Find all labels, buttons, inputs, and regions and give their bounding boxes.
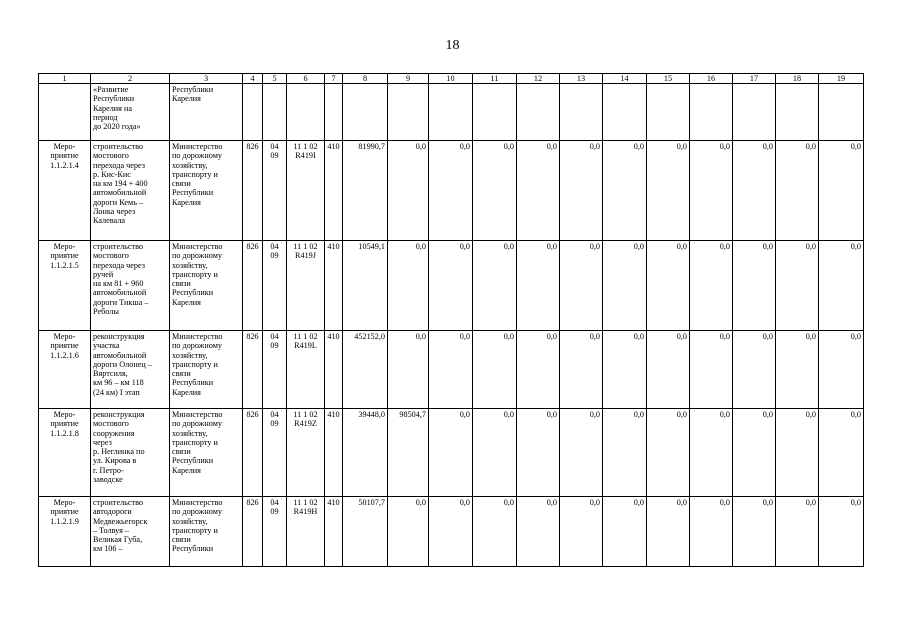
- measure-code-cell: Меро- приятие 1.1.2.1.4: [39, 141, 91, 241]
- measure-code-cell: Меро- приятие 1.1.2.1.9: [39, 497, 91, 567]
- amount-cell: [473, 84, 517, 141]
- amount-cell: 0,0: [517, 241, 560, 331]
- measure-name-cell: реконструкция мостового сооружения через р. Неглинка по ул. Кирова в г. Петро- заводске: [91, 409, 170, 497]
- amount-cell: 0,0: [473, 241, 517, 331]
- amount-cell: 0,0: [517, 409, 560, 497]
- amount-cell: 0,0: [517, 331, 560, 409]
- amount-cell: 0,0: [429, 497, 473, 567]
- amount-cell: 0,0: [429, 241, 473, 331]
- amount-cell: [560, 84, 603, 141]
- amount-cell: [647, 84, 690, 141]
- table-row: [39, 84, 864, 141]
- grbs-code-cell: 826: [243, 141, 263, 241]
- expense-type-cell: 410: [325, 331, 343, 409]
- amount-cell: 0,0: [517, 497, 560, 567]
- amount-cell: 0,0: [603, 409, 647, 497]
- amount-cell: 0,0: [819, 141, 864, 241]
- grbs-code-cell: [243, 84, 263, 141]
- amount-cell: 0,0: [647, 409, 690, 497]
- amount-cell: 0,0: [647, 141, 690, 241]
- measure-code-cell: [39, 84, 91, 141]
- amount-cell: 0,0: [733, 241, 776, 331]
- amount-cell: 39448,0: [343, 409, 388, 497]
- column-number-cell: 10: [429, 74, 473, 84]
- amount-cell: 0,0: [603, 241, 647, 331]
- column-number-cell: 6: [287, 74, 325, 84]
- amount-cell: 0,0: [429, 331, 473, 409]
- expense-type-cell: [325, 84, 343, 141]
- column-number-cell: 16: [690, 74, 733, 84]
- section-code-cell: 04 09: [263, 409, 287, 497]
- section-code-cell: 04 09: [263, 241, 287, 331]
- table-row: [39, 241, 864, 331]
- amount-cell: 0,0: [733, 331, 776, 409]
- target-article-cell: 11 1 02 R419H: [287, 497, 325, 567]
- column-number-cell: 17: [733, 74, 776, 84]
- amount-cell: 0,0: [733, 409, 776, 497]
- table-row: [39, 497, 864, 567]
- amount-cell: 0,0: [429, 409, 473, 497]
- amount-cell: [690, 84, 733, 141]
- target-article-cell: 11 1 02 R419Z: [287, 409, 325, 497]
- column-number-cell: 12: [517, 74, 560, 84]
- expense-type-cell: 410: [325, 241, 343, 331]
- amount-cell: 0,0: [560, 497, 603, 567]
- amount-cell: 0,0: [473, 331, 517, 409]
- measure-code-cell: Меро- приятие 1.1.2.1.6: [39, 331, 91, 409]
- amount-cell: 98504,7: [388, 409, 429, 497]
- amount-cell: 0,0: [473, 409, 517, 497]
- amount-cell: [603, 84, 647, 141]
- amount-cell: [819, 84, 864, 141]
- column-number-cell: 9: [388, 74, 429, 84]
- executor-cell: Министерство по дорожному хозяйству, транспорту и связи Республики: [170, 497, 243, 567]
- amount-cell: 452152,0: [343, 331, 388, 409]
- section-code-cell: [263, 84, 287, 141]
- amount-cell: 0,0: [690, 409, 733, 497]
- section-code-cell: 04 09: [263, 497, 287, 567]
- amount-cell: 0,0: [819, 331, 864, 409]
- amount-cell: 0,0: [473, 497, 517, 567]
- column-number-cell: 14: [603, 74, 647, 84]
- measure-code-cell: Меро- приятие 1.1.2.1.8: [39, 409, 91, 497]
- amount-cell: 0,0: [776, 241, 819, 331]
- measure-name-cell: реконструкция участка автомобильной дороги Олонец – Вяртсиля, км 96 – км 118 (24 км) I этап: [91, 331, 170, 409]
- amount-cell: 0,0: [603, 497, 647, 567]
- amount-cell: 0,0: [560, 241, 603, 331]
- amount-cell: 0,0: [690, 497, 733, 567]
- section-code-cell: 04 09: [263, 331, 287, 409]
- amount-cell: 0,0: [647, 241, 690, 331]
- amount-cell: [776, 84, 819, 141]
- grbs-code-cell: 826: [243, 241, 263, 331]
- amount-cell: 0,0: [388, 241, 429, 331]
- amount-cell: 0,0: [603, 331, 647, 409]
- table-row: [39, 331, 864, 409]
- expense-type-cell: 410: [325, 497, 343, 567]
- amount-cell: 0,0: [776, 331, 819, 409]
- amount-cell: [429, 84, 473, 141]
- column-number-cell: 2: [91, 74, 170, 84]
- column-number-cell: 15: [647, 74, 690, 84]
- amount-cell: 0,0: [517, 141, 560, 241]
- amount-cell: [343, 84, 388, 141]
- executor-cell: Министерство по дорожному хозяйству, транспорту и связи Республики Карелия: [170, 409, 243, 497]
- measure-name-cell: «Развитие Республики Карелия на период до 2020 года»: [91, 84, 170, 141]
- amount-cell: 0,0: [560, 141, 603, 241]
- target-article-cell: 11 1 02 R419I: [287, 141, 325, 241]
- grbs-code-cell: 826: [243, 409, 263, 497]
- amount-cell: 0,0: [560, 331, 603, 409]
- section-code-cell: 04 09: [263, 141, 287, 241]
- amount-cell: 0,0: [690, 241, 733, 331]
- amount-cell: 50107,7: [343, 497, 388, 567]
- grbs-code-cell: 826: [243, 331, 263, 409]
- column-number-cell: 13: [560, 74, 603, 84]
- amount-cell: 0,0: [388, 331, 429, 409]
- column-number-cell: 8: [343, 74, 388, 84]
- amount-cell: 0,0: [560, 409, 603, 497]
- amount-cell: 10549,1: [343, 241, 388, 331]
- amount-cell: 0,0: [429, 141, 473, 241]
- amount-cell: 0,0: [388, 141, 429, 241]
- amount-cell: 81990,7: [343, 141, 388, 241]
- measure-name-cell: строительство мостового перехода через ручей на км 81 + 960 автомобильной дороги Тикша – Реболы: [91, 241, 170, 331]
- executor-cell: Республики Карелия: [170, 84, 243, 141]
- table-row: [39, 409, 864, 497]
- header-row: [39, 74, 864, 84]
- amount-cell: 0,0: [776, 497, 819, 567]
- column-number-cell: 4: [243, 74, 263, 84]
- amount-cell: [388, 84, 429, 141]
- grbs-code-cell: 826: [243, 497, 263, 567]
- target-article-cell: 11 1 02 R419L: [287, 331, 325, 409]
- amount-cell: 0,0: [473, 141, 517, 241]
- amount-cell: 0,0: [690, 141, 733, 241]
- column-number-cell: 18: [776, 74, 819, 84]
- amount-cell: 0,0: [388, 497, 429, 567]
- amount-cell: 0,0: [819, 497, 864, 567]
- column-number-cell: 1: [39, 74, 91, 84]
- amount-cell: 0,0: [690, 331, 733, 409]
- amount-cell: 0,0: [603, 141, 647, 241]
- amount-cell: 0,0: [733, 497, 776, 567]
- amount-cell: 0,0: [776, 141, 819, 241]
- amount-cell: 0,0: [647, 331, 690, 409]
- column-number-cell: 19: [819, 74, 864, 84]
- amount-cell: [517, 84, 560, 141]
- expense-type-cell: 410: [325, 409, 343, 497]
- table-row: [39, 141, 864, 241]
- executor-cell: Министерство по дорожному хозяйству, транспорту и связи Республики Карелия: [170, 331, 243, 409]
- executor-cell: Министерство по дорожному хозяйству, транспорту и связи Республики Карелия: [170, 141, 243, 241]
- measure-code-cell: Меро- приятие 1.1.2.1.5: [39, 241, 91, 331]
- target-article-cell: 11 1 02 R419J: [287, 241, 325, 331]
- amount-cell: 0,0: [733, 141, 776, 241]
- column-number-cell: 11: [473, 74, 517, 84]
- executor-cell: Министерство по дорожному хозяйству, транспорту и связи Республики Карелия: [170, 241, 243, 331]
- amount-cell: 0,0: [776, 409, 819, 497]
- column-number-cell: 5: [263, 74, 287, 84]
- amount-cell: 0,0: [647, 497, 690, 567]
- target-article-cell: [287, 84, 325, 141]
- column-number-cell: 3: [170, 74, 243, 84]
- expense-type-cell: 410: [325, 141, 343, 241]
- measure-name-cell: строительство автодороги Медвежьегорск – Толвуя – Великая Губа, км 106 –: [91, 497, 170, 567]
- amount-cell: [733, 84, 776, 141]
- page-number: 18: [445, 38, 460, 53]
- amount-cell: 0,0: [819, 409, 864, 497]
- measure-name-cell: строительство мостового перехода через р. Кис-Кис на км 194 + 400 автомобильной дороги Кемь – Лонка через Калевала: [91, 141, 170, 241]
- budget-table: [38, 73, 864, 567]
- column-number-cell: 7: [325, 74, 343, 84]
- amount-cell: 0,0: [819, 241, 864, 331]
